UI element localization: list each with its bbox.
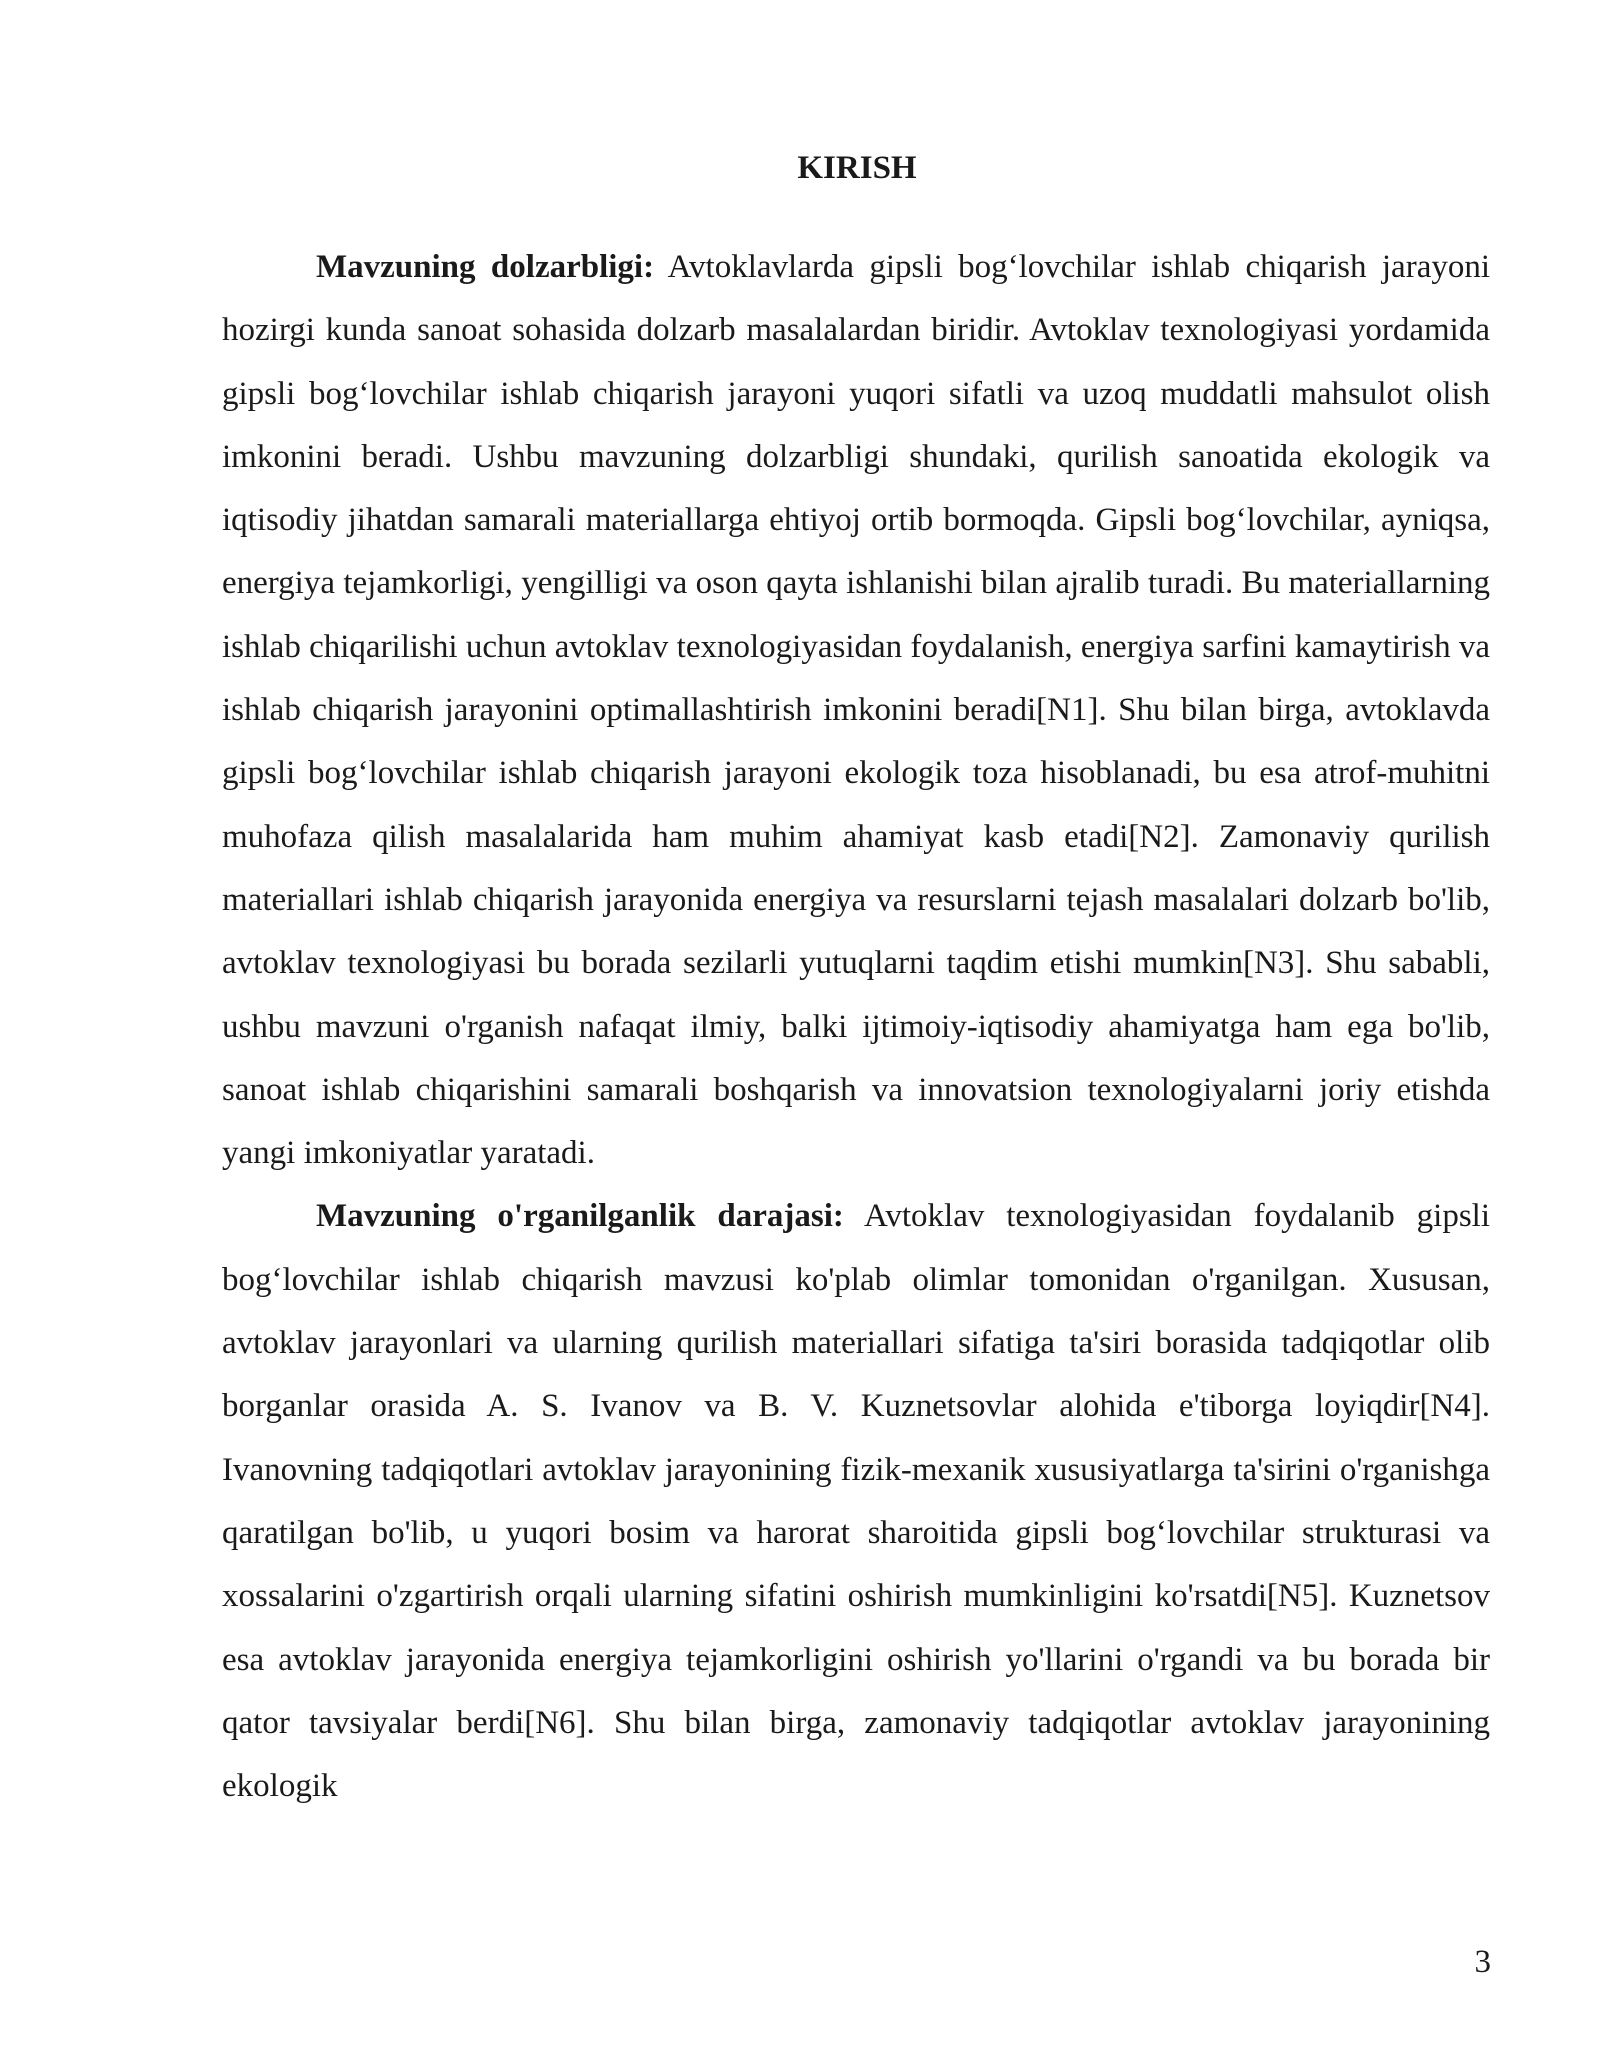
paragraph-heading: Mavzuning o'rganilganlik darajasi:: [316, 1198, 844, 1235]
paragraph-text: Avtoklav texnologiyasidan foydalanib gipsli bog‘lovchilar ishlab chiqarish mavzusi ko'plab olimlar tomonidan o'rganilgan. Xususan, avtoklav jarayonlari va ularning qurilish materiallari sifatiga ta'siri borasida tadqiqotlar olib borganlar orasida A. S. Ivanov va B. V. Kuznetsovlar alohida e'tiborga loyiqdir[N4]. Ivanovning tadqiqotlari avtoklav jarayonining fizik-mexanik xususiyatlarga ta'sirini o'rganishga qaratilgan bo'lib, u yuqori bosim va harorat sharoitida gipsli bog‘lovchilar strukturasi va xossalarini o'zgartirish orqali ularning sifatini oshirish mumkinligini ko'rsatdi[N5]. Kuznetsov esa avtoklav jarayonida energiya tejamkorligini oshirish yo'llarini o'rgandi va bu borada bir qator tavsiyalar berdi[N6]. Shu bilan birga, zamonaviy tadqiqotlar avtoklav jarayonining ekologik: [222, 1198, 1490, 1805]
paragraph-relevance: [222, 236, 1490, 1185]
page-number: 3: [1474, 1944, 1491, 1980]
paragraph-heading: Mavzuning dolzarbligi:: [316, 249, 655, 285]
page-title: KIRISH: [797, 150, 917, 186]
document-body: [222, 236, 1490, 1818]
paragraph-study-level: [222, 1185, 1490, 1818]
paragraph-text: Avtoklavlarda gipsli bog‘lovchilar ishlab chiqarish jarayoni hozirgi kunda sanoat sohasida dolzarb masalalardan biridir. Avtoklav texnologiyasi yordamida gipsli bog‘lovchilar ishlab chiqarish jarayoni yuqori sifatli va uzoq muddatli mahsulot olish imkonini beradi. Ushbu mavzuning dolzarbligi shundaki, qurilish sanoatida ekologik va iqtisodiy jihatdan samarali materiallarga ehtiyoj ortib bormoqda. Gipsli bog‘lovchilar, ayniqsa, energiya tejamkorligi, yengilligi va oson qayta ishlanishi bilan ajralib turadi. Bu materiallarning ishlab chiqarilishi uchun avtoklav texnologiyasidan foydalanish, energiya sarfini kamaytirish va ishlab chiqarish jarayonini optimallashtirish imkonini beradi[N1]. Shu bilan birga, avtoklavda gipsli bog‘lovchilar ishlab chiqarish jarayoni ekologik toza hisoblanadi, bu esa atrof-muhitni muhofaza qilish masalalarida ham muhim ahamiyat kasb etadi[N2]. Zamonaviy qurilish materiallari ishlab chiqarish jarayonida energiya va resurslarni tejash masalalari dolzarb bo'lib, avtoklav texnologiyasi bu borada sezilarli yutuqlarni taqdim etishi mumkin[N3]. Shu sababli, ushbu mavzuni o'rganish nafaqat ilmiy, balki ijtimoiy-iqtisodiy ahamiyatga ham ega bo'lib, sanoat ishlab chiqarishini samarali boshqarish va innovatsion texnologiyalarni joriy etishda yangi imkoniyatlar yaratadi.: [222, 249, 1491, 1172]
